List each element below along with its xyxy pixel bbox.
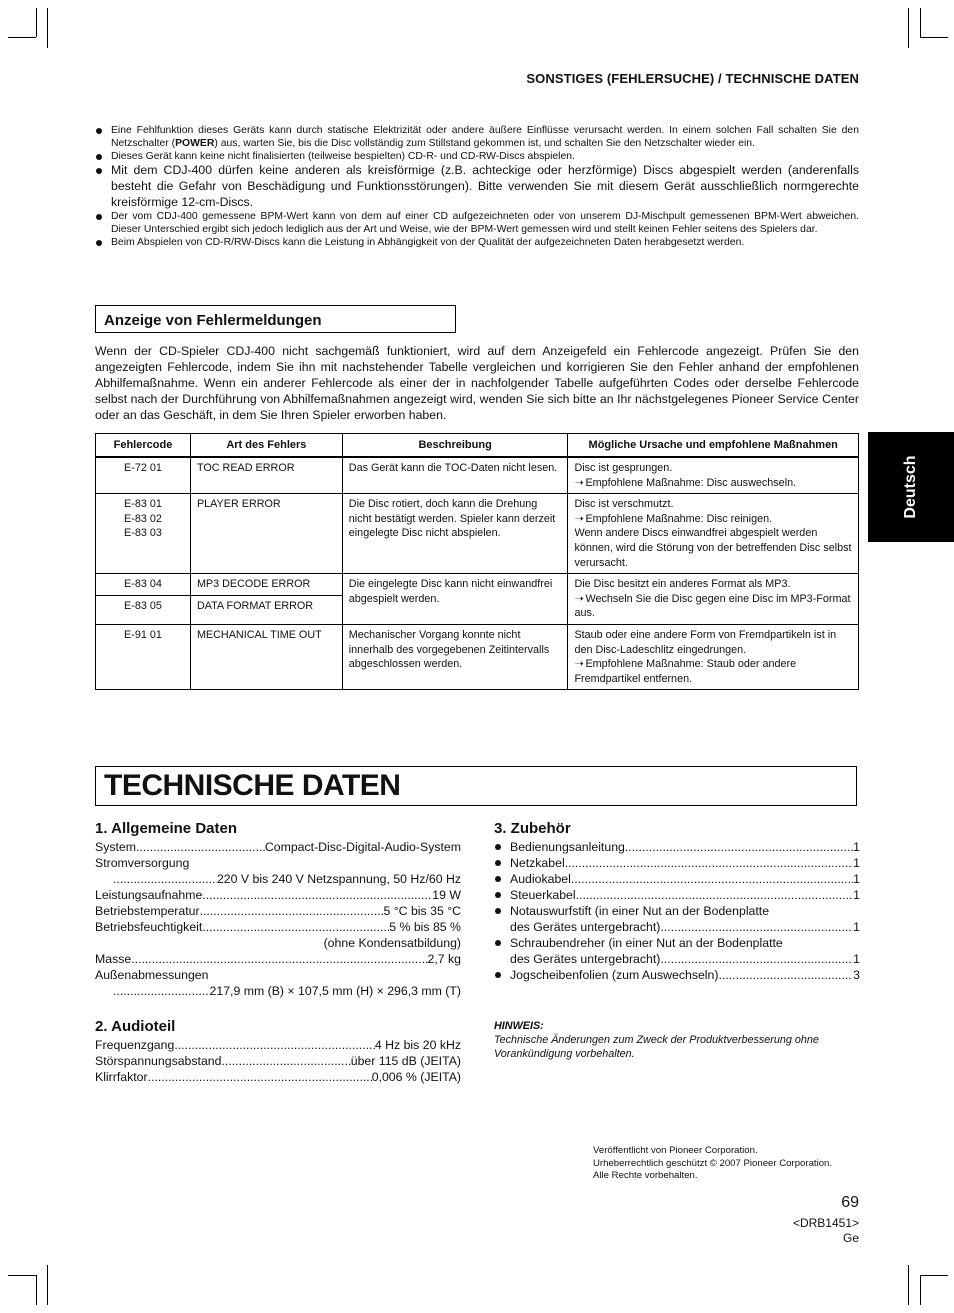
error-intro: Wenn der CD-Spieler CDJ-400 nicht sachgemäß funktioniert, wird auf dem Anzeigefeld ein Fehlercode angezeigt. Prüfen Sie den angezeigten Fehlercode, indem Sie ihn mit nachstehender Tabelle vergleichen und korrigieren Sie den Fehler anhand der empfohlenen Abhilfemaßnahme. Wenn ein anderer Fehlercode als einer der in nachfolgender Tabelle aufgeführten Codes oder derselbe Fehlercode selbst nach der Durchführung von Abhilfemaßnahmen angezeigt wird, wenden Sie sich bitte an Ihr nächstgelegenes Pioneer Service Center oder an das Geschäft, in dem Sie Ihren Spieler erworben haben. xyxy=(95,344,859,422)
note-item: Mit dem CDJ-400 dürfen keine anderen als kreisförmige (z.B. achteckige oder herzförmige) Discs abgespielt werden (anderenfalls besteht die Gefahr von Beschädigung und Funktionsstörungen). Bitte verwenden Sie mit diesem Gerät ausschließlich normgerechte kreisförmige 12-cm-Discs. xyxy=(95,163,859,210)
note-text: Technische Änderungen zum Zweck der Produktverbesserung ohne Vorankündigung vorbehalten. xyxy=(494,1034,819,1060)
hinweis-note xyxy=(494,1019,860,1061)
error-type: MECHANICAL TIME OUT xyxy=(190,624,342,689)
spec-row: Leistungsaufnahme ..... 19 W xyxy=(95,887,461,903)
list-item: Jogscheibenfolien (zum Auswechseln) ..... 3 xyxy=(494,967,860,983)
arrow-icon: ➝ xyxy=(574,476,584,489)
arrow-icon: ➝ xyxy=(574,658,584,671)
list-item: Bedienungsanleitung ..... 1 xyxy=(494,839,860,855)
spec-row: Störspannungsabstand ..... über 115 dB (JEITA) xyxy=(95,1053,461,1069)
error-section-title: Anzeige von Fehlermeldungen xyxy=(95,305,456,333)
arrow-icon: ➝ xyxy=(574,592,584,605)
error-code: E-83 04 xyxy=(96,574,191,596)
error-cause: Disc ist verschmutzt. ➝ Empfohlene Maßnahme: Disc reinigen. Wenn andere Discs einwandfrei abgespielt werden können, wird die Störung von der betreffenden Disc selbst verursacht. xyxy=(568,494,859,574)
list-item: Audiokabel ..... 1 xyxy=(494,871,860,887)
error-code: E-72 01 xyxy=(96,457,191,494)
audio-specs xyxy=(95,1017,461,1085)
spec-row: System ..... Compact-Disc-Digital-Audio-System xyxy=(95,839,461,855)
notes-list xyxy=(95,124,859,249)
list-item: Schraubendreher (in einer Nut an der Bodenplatte des Gerätes untergebracht) ..... 1 xyxy=(494,935,860,967)
list-item: Notauswurfstift (in einer Nut an der Bodenplatte des Gerätes untergebracht) ..... 1 xyxy=(494,903,860,935)
accessories xyxy=(494,819,860,983)
table-row xyxy=(96,624,859,689)
error-code: E-83 05 xyxy=(96,596,191,625)
spec-row: Betriebstemperatur ..... 5 °C bis 35 °C xyxy=(95,903,461,919)
error-desc: Die eingelegte Disc kann nicht einwandfrei abgespielt werden. xyxy=(342,574,568,625)
error-type: DATA FORMAT ERROR xyxy=(190,596,342,625)
table-row xyxy=(96,494,859,574)
error-desc: Das Gerät kann die TOC-Daten nicht lesen. xyxy=(342,457,568,494)
language-tab: Deutsch xyxy=(868,432,954,542)
error-code: E-91 01 xyxy=(96,624,191,689)
error-type: PLAYER ERROR xyxy=(190,494,342,574)
section-heading: 3. Zubehör xyxy=(494,820,571,837)
tech-title: TECHNISCHE DATEN xyxy=(95,766,857,806)
table-row xyxy=(96,574,859,596)
spec-row: Betriebsfeuchtigkeit ..... 5 % bis 85 % xyxy=(95,919,461,935)
arrow-icon: ➝ xyxy=(574,512,584,525)
table-header-row xyxy=(96,434,859,458)
spec-row: ..... 217,9 mm (B) × 107,5 mm (H) × 296,3 mm (T) xyxy=(95,983,461,999)
general-specs xyxy=(95,819,461,999)
error-desc: Mechanischer Vorgang konnte nicht innerhalb des vorgegebenen Zeitintervalls abgeschlossen werden. xyxy=(342,624,568,689)
spec-note: (ohne Kondensatbildung) xyxy=(323,936,461,950)
note-label: HINWEIS: xyxy=(494,1020,544,1032)
publisher-info: Veröffentlicht von Pioneer Corporation. Urheberrechtlich geschützt © 2007 Pioneer Corporation. Alle Rechte vorbehalten. xyxy=(593,1145,833,1181)
page-number: 69 xyxy=(841,1194,859,1211)
error-code: E-83 01 E-83 02 E-83 03 xyxy=(96,494,191,574)
error-desc: Die Disc rotiert, doch kann die Drehung nicht bestätigt werden. Spieler kann derzeit eingelegte Disc nicht abspielen. xyxy=(342,494,568,574)
note-item: Eine Fehlfunktion dieses Geräts kann durch statische Elektrizität oder andere äußere Einflüsse verursacht werden. In einem solchen Fall schalten Sie den Netzschalter (POWER) aus, warten Sie, bis die Disc vollständig zum Stillstand gekommen ist, und schalten Sie den Netzschalter wieder ein. xyxy=(95,124,859,150)
error-cause: Disc ist gesprungen. ➝ Empfohlene Maßnahme: Disc auswechseln. xyxy=(568,457,859,494)
error-type: TOC READ ERROR xyxy=(190,457,342,494)
list-item: Steuerkabel ..... 1 xyxy=(494,887,860,903)
error-cause: Die Disc besitzt ein anderes Format als MP3. ➝ Wechseln Sie die Disc gegen eine Disc im MP3-Format aus. xyxy=(568,574,859,625)
note-item: Dieses Gerät kann keine nicht finalisierten (teilweise bespielten) CD-R- und CD-RW-Discs abspielen. xyxy=(95,150,859,163)
col-header: Art des Fehlers xyxy=(190,434,342,458)
error-type: MP3 DECODE ERROR xyxy=(190,574,342,596)
section-header: SONSTIGES (FEHLERSUCHE) / TECHNISCHE DATEN xyxy=(526,71,859,86)
spec-label: Außenabmessungen xyxy=(95,968,209,982)
spec-row: Masse ..... 2,7 kg xyxy=(95,951,461,967)
col-header: Fehlercode xyxy=(96,434,191,458)
section-heading: 1. Allgemeine Daten xyxy=(95,820,237,837)
note-item: Beim Abspielen von CD-R/RW-Discs kann die Leistung in Abhängigkeit von der Qualität der aufgezeichneten Daten herabgesetzt werden. xyxy=(95,236,859,249)
section-heading: 2. Audioteil xyxy=(95,1018,176,1035)
error-table xyxy=(95,433,859,690)
table-row xyxy=(96,457,859,494)
spec-label: Stromversorgung xyxy=(95,856,190,870)
list-item: Netzkabel ..... 1 xyxy=(494,855,860,871)
spec-row: Frequenzgang ..... 4 Hz bis 20 kHz xyxy=(95,1037,461,1053)
doc-code: <DRB1451> Ge xyxy=(792,1216,859,1245)
note-item: Der vom CDJ-400 gemessene BPM-Wert kann von dem auf einer CD aufgezeichneten oder von unserem DJ-Mischpult gemessenen BPM-Wert abweichen. Dieser Unterschied ergibt sich jedoch lediglich aus der Art und Weise, wie der BPM-Wert gemessen wird und stellt keinen Fehler seitens des Spielers dar. xyxy=(95,210,859,236)
error-cause: Staub oder eine andere Form von Fremdpartikeln ist in den Disc-Ladeschlitz eingedrungen. ➝ Empfohlene Maßnahme: Staub oder andere Fremdpartikel entfernen. xyxy=(568,624,859,689)
col-header: Mögliche Ursache und empfohlene Maßnahmen xyxy=(568,434,859,458)
accessory-list xyxy=(494,839,860,983)
spec-row: ..... 220 V bis 240 V Netzspannung, 50 Hz/60 Hz xyxy=(95,871,461,887)
spec-row: Klirrfaktor ..... 0,006 % (JEITA) xyxy=(95,1069,461,1085)
col-header: Beschreibung xyxy=(342,434,568,458)
